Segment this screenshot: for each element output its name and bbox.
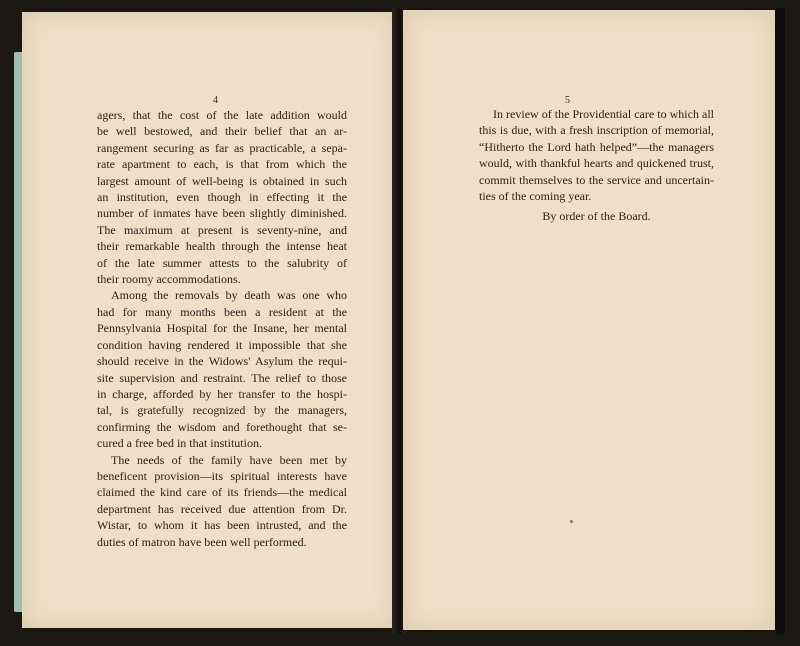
text-line: be well bestowed, and their belief that an ar-	[97, 124, 347, 139]
text-line: commit themselves to the service and uncertain-	[479, 172, 714, 187]
text-line: had for many months been a resident at the	[97, 304, 347, 319]
text-line: confirming the wisdom and forethought that se-	[97, 419, 347, 434]
text-line: “Hitherto the Lord hath helped”—the managers	[479, 139, 714, 154]
text-line: condition having rendered it impossible that she	[97, 337, 347, 352]
text-line: largest amount of well-being is obtained in such	[97, 173, 347, 188]
text-line: number of inmates have been slightly diminished.	[97, 206, 347, 221]
paper-speck	[570, 520, 573, 523]
text-line: site supervision and restraint. The relief to those	[97, 370, 347, 385]
signature-line: By order of the Board.	[542, 209, 651, 224]
page-number-right: 5	[565, 95, 570, 106]
text-line: their remarkable health through the intense heat	[97, 239, 347, 254]
text-line: The needs of the family have been met by	[111, 452, 347, 467]
text-line: this is due, with a fresh inscription of memorial,	[479, 123, 714, 138]
right-page-text	[479, 106, 714, 225]
text-line: tal, is gratefully recognized by the managers,	[97, 403, 347, 418]
text-line: of the late summer attests to the salubrity of	[97, 255, 347, 270]
text-line: agers, that the cost of the late addition would	[97, 108, 347, 122]
text-line: Wistar, to whom it has been intrusted, and the	[97, 518, 347, 533]
page-number-left: 4	[213, 95, 218, 106]
text-line: their roomy accommodations.	[97, 272, 241, 287]
text-line: an institution, even though in effecting it the	[97, 190, 347, 205]
text-line: The maximum at present is seventy-nine, and	[97, 222, 347, 237]
text-line: department has received due attention from Dr.	[97, 501, 347, 516]
text-line: in charge, afforded by her transfer to the hospi-	[97, 386, 347, 401]
text-line: claimed the kind care of its friends—the medical	[97, 485, 347, 500]
text-line: should receive in the Widows' Asylum the requi-	[97, 354, 347, 369]
text-line: Pennsylvania Hospital for the Insane, her mental	[97, 321, 347, 336]
left-page	[22, 12, 396, 628]
text-line: duties of matron have been well performed.	[97, 534, 307, 549]
text-line: would, with thankful hearts and quickened trust,	[479, 156, 714, 171]
text-line: beneficent provision—its spiritual interests have	[97, 468, 347, 483]
text-line: ties of the coming year.	[479, 189, 592, 204]
text-line: rangement securing as far as practicable, a sepa-	[97, 140, 347, 155]
text-line: cured a free bed in that institution.	[97, 436, 262, 451]
text-line: In review of the Providential care to which all	[493, 107, 714, 121]
right-page	[403, 10, 775, 630]
text-line: Among the removals by death was one who	[111, 288, 347, 303]
left-page-text	[97, 107, 347, 550]
scan-edge	[775, 8, 785, 634]
text-line: rate apartment to each, is that from which the	[97, 157, 347, 172]
